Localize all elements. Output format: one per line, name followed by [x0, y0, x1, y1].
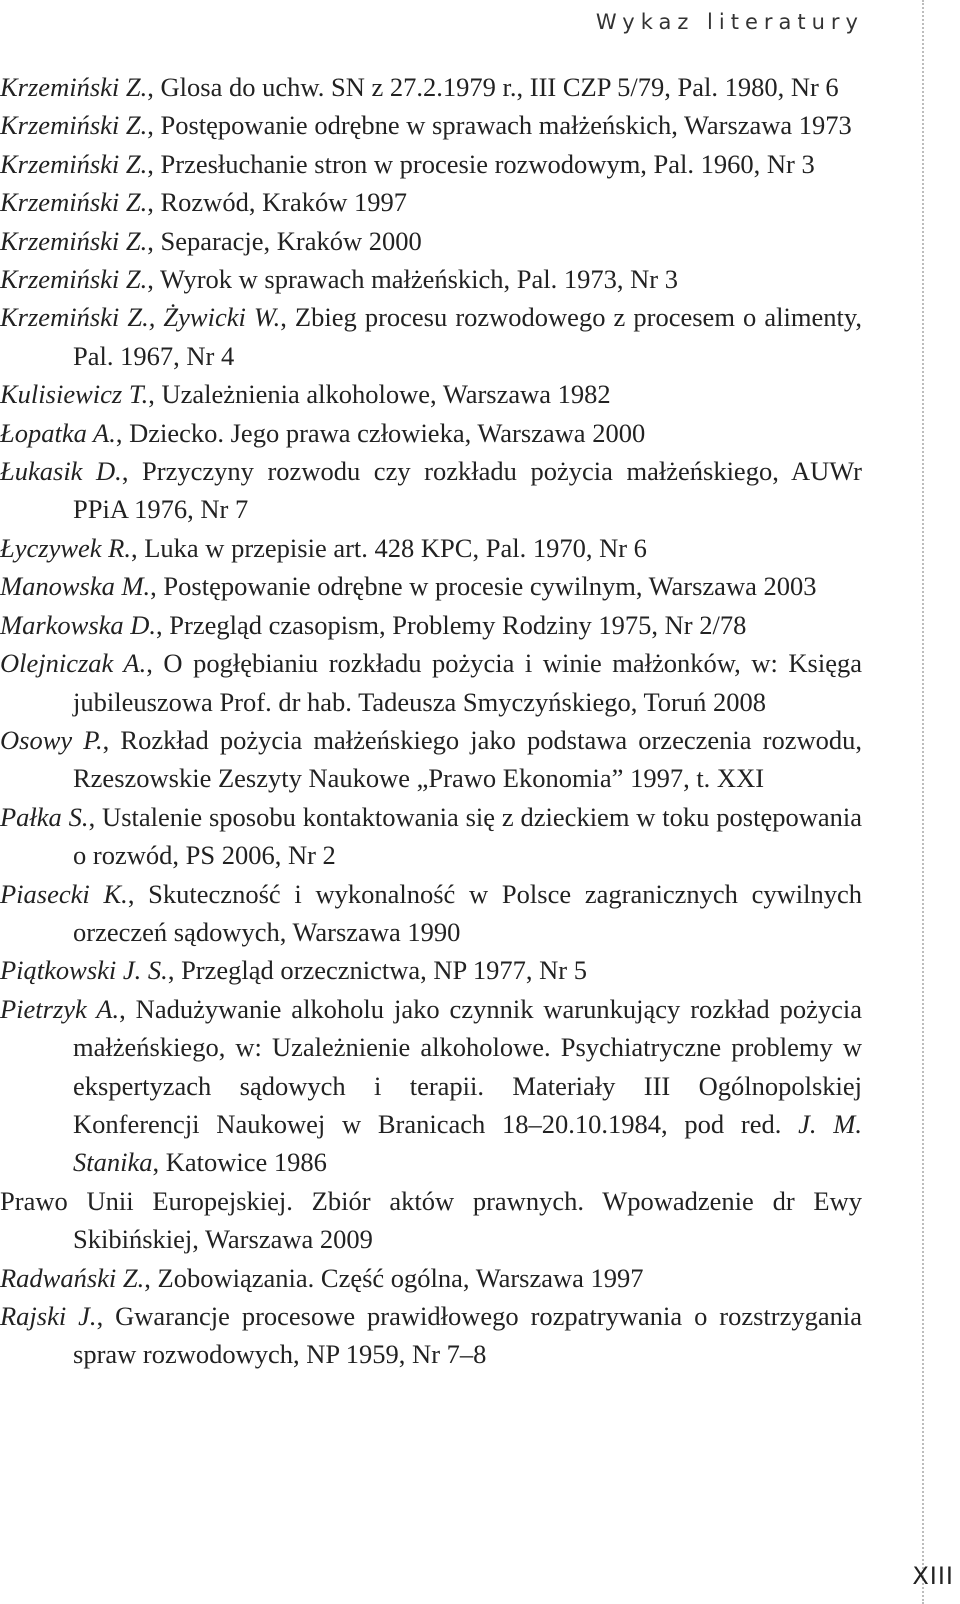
- entry-text: , Przegląd czasopism, Problemy Rodziny 1975, Nr 2/78: [156, 609, 747, 640]
- entry-author: Markowska D.: [0, 609, 157, 640]
- entry-text: , Rozwód, Kraków 1997: [147, 187, 408, 218]
- entry-author: Krzemiński Z.: [0, 148, 148, 179]
- entry-author: Krzemiński Z.: [0, 110, 148, 141]
- bibliography-entry: [0, 951, 862, 989]
- entry-text: , Uzależnienia alkoholowe, Warszawa 1982: [148, 379, 611, 410]
- entry-author: Rajski J.: [0, 1301, 97, 1331]
- entry-author: Osowy P.: [0, 724, 103, 755]
- entry-text: , Postępowanie odrębne w procesie cywilnym, Warszawa 2003: [150, 571, 817, 602]
- entry-text: , O pogłębianiu rozkładu pożycia i winie małżonków, w: Księga jubileuszowa Prof. dr hab. Tadeusza Smyczyńskiego, Toruń 2008: [73, 648, 862, 717]
- entry-text: , Separacje, Kraków 2000: [147, 225, 422, 256]
- bibliography-entry: [0, 529, 862, 567]
- entry-text: , Ustalenie sposobu kontaktowania się z dzieckiem w toku postępowania o rozwód, PS 2006, Nr 2: [73, 801, 862, 871]
- entry-text: , Gwarancje procesowe prawidłowego rozpatrywania o rozstrzygania spraw rozwodowych, NP 1959, Nr 7–8: [73, 1301, 863, 1370]
- entry-author: Krzemiński Z.: [0, 225, 148, 256]
- bibliography-entry: [0, 375, 862, 413]
- entry-text: , Rozkład pożycia małżeńskiego jako podstawa orzeczenia rozwodu, Rzeszowskie Zeszyty Naukowe „Prawo Ekonomia” 1997, t. XXI: [73, 724, 862, 794]
- entry-author: Pałka S.: [0, 801, 89, 832]
- entry-text: , Glosa do uchw. SN z 27.2.1979 r., III CZP 5/79, Pal. 1980, Nr 6: [147, 72, 839, 102]
- bibliography-entry: [0, 1182, 862, 1259]
- entry-text: , Postępowanie odrębne w sprawach małżeńskich, Warszawa 1973: [147, 110, 852, 141]
- entry-author: Krzemiński Z.: [0, 187, 148, 218]
- bibliography-entry: [0, 990, 862, 1182]
- entry-author: Łyczywek R.: [0, 532, 131, 563]
- entry-author: Krzemiński Z., Żywicki W.: [0, 302, 281, 333]
- bibliography-entry: [0, 567, 862, 605]
- entry-text: , Przyczyny rozwodu czy rozkładu pożycia małżeńskiego, AUWr PPiA 1976, Nr 7: [73, 456, 863, 525]
- bibliography-entry: [0, 414, 862, 452]
- bibliography-entry: [0, 606, 862, 644]
- entry-text: , Przesłuchanie stron w procesie rozwodowym, Pal. 1960, Nr 3: [147, 148, 815, 179]
- bibliography-entry: [0, 260, 862, 298]
- entry-author: Radwański Z.: [0, 1262, 145, 1293]
- entry-author: Krzemiński Z.: [0, 72, 148, 102]
- entry-author: Manowska M.: [0, 571, 151, 602]
- entry-text: , Przegląd orzecznictwa, NP 1977, Nr 5: [167, 955, 588, 986]
- entry-author: Pietrzyk A.: [0, 993, 120, 1024]
- bibliography-entry: [0, 183, 862, 221]
- entry-text: Prawo Unii Europejskiej. Zbiór aktów prawnych. Wpowadzenie dr Ewy Skibińskiej, Warszawa 2009: [0, 1185, 862, 1255]
- entry-text: , Nadużywanie alkoholu jako czynnik warunkujący rozkład pożycia małżeńskiego, w: Uzależnienie alkoholowe. Psychiatryczne problemy w ekspertyzach sądowych i terapii. Materiały III Ogólnopolskiej Konferencji Naukowej w Branicach 18–20.10.1984, pod red.: [73, 993, 862, 1139]
- bibliography-entry: [0, 1297, 862, 1374]
- entry-text-after: , Katowice 1986: [152, 1147, 327, 1178]
- entry-text: , Skuteczność i wykonalność w Polsce zagranicznych cywilnych orzeczeń sądowych, Warszawa 1990: [73, 878, 862, 947]
- entry-text: , Dziecko. Jego prawa człowieka, Warszawa 2000: [115, 417, 646, 448]
- bibliography-entry: [0, 298, 862, 375]
- bibliography-entry: [0, 452, 862, 529]
- entry-text: , Zobowiązania. Część ogólna, Warszawa 1997: [144, 1262, 644, 1293]
- bibliography-entry: [0, 222, 862, 260]
- bibliography-entry: [0, 106, 862, 144]
- entry-author: Łopatka A.: [0, 417, 116, 448]
- bibliography-list: [0, 68, 862, 1374]
- entry-text: , Luka w przepisie art. 428 KPC, Pal. 1970, Nr 6: [130, 532, 647, 563]
- bibliography-entry: [0, 721, 862, 798]
- bibliography-entry: [0, 68, 862, 106]
- entry-author: Krzemiński Z.: [0, 264, 148, 295]
- entry-author: Olejniczak A.: [0, 648, 147, 679]
- bibliography-entry: [0, 1259, 862, 1297]
- entry-text: , Wyrok w sprawach małżeńskich, Pal. 1973, Nr 3: [147, 264, 678, 295]
- running-header: Wykaz literatury: [595, 10, 864, 34]
- entry-author: Łukasik D.: [0, 456, 122, 487]
- entry-author: Piasecki K.: [0, 878, 128, 909]
- entry-author: Piątkowski J. S.: [0, 955, 168, 986]
- bibliography-entry: [0, 798, 862, 875]
- bibliography-entry: [0, 875, 862, 952]
- bibliography-entry: [0, 145, 862, 183]
- page-number: XIII: [912, 1562, 954, 1590]
- entry-text: , Zbieg procesu rozwodowego z procesem o alimenty, Pal. 1967, Nr 4: [73, 302, 862, 371]
- bibliography-entry: [0, 644, 862, 721]
- entry-author: Kulisiewicz T.: [0, 379, 149, 410]
- entry-editor: J. M. Stanika: [73, 1108, 863, 1178]
- margin-dotted-rule: [922, 0, 924, 1604]
